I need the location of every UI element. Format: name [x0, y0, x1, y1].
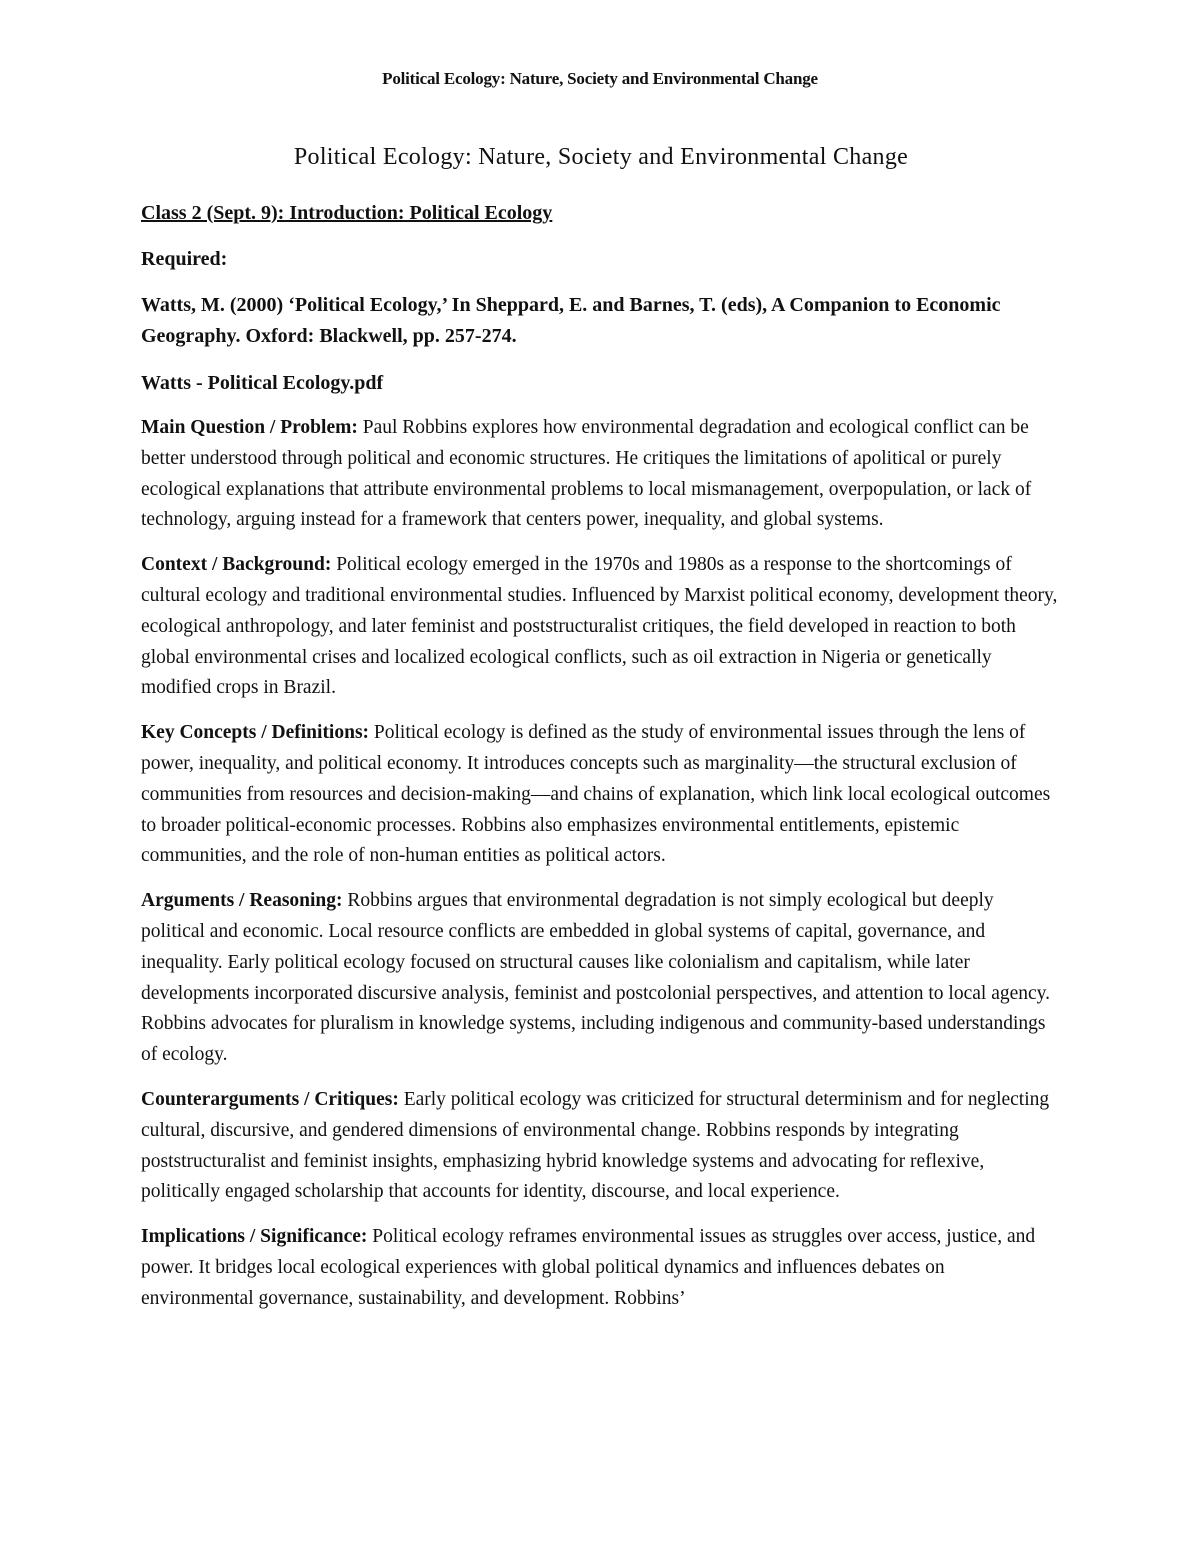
section-label: Counterarguments / Critiques: — [141, 1088, 399, 1110]
section-label: Arguments / Reasoning: — [141, 890, 343, 912]
document-body — [141, 138, 1061, 1329]
section-text: Early political ecology was criticized for structural determinism and for neglecting cultural, discursive, and gendered dimensions of environmental change. Robbins responds by integrating poststructuralist and feminist insights, emphasizing hybrid knowledge systems and advocating for reflexive, politically engaged scholarship that accounts for identity, discourse, and local experience. — [141, 1088, 1050, 1203]
section-text: Paul Robbins explores how environmental degradation and ecological conflict can be better understood through political and economic structures. He critiques the limitations of apolitical or purely ecological explanations that attribute environmental problems to local mismanagement, overpopulation, or lack of technology, arguing instead for a framework that centers power, inequality, and global systems. — [141, 417, 1032, 531]
section-context — [141, 550, 1061, 704]
section-main-question — [141, 413, 1061, 536]
running-header: Political Ecology: Nature, Society and Environmental Change — [382, 69, 818, 88]
section-text: Political ecology reframes environmental issues as struggles over access, justice, and power. It bridges local ecological experiences with global political dynamics and influences debates on environmental governance, sustainability, and development. Robbins’ — [141, 1226, 1036, 1309]
class-heading: Class 2 (Sept. 9): Introduction: Political Ecology — [141, 202, 553, 224]
section-label: Implications / Significance: — [141, 1226, 368, 1248]
section-key-concepts — [141, 718, 1061, 872]
document-title: Political Ecology: Nature, Society and Environmental Change — [293, 144, 909, 170]
required-label: Required: — [141, 248, 228, 270]
section-counterarguments — [141, 1085, 1061, 1208]
section-label: Main Question / Problem: — [141, 417, 358, 438]
citation: Watts, M. (2000) ‘Political Ecology,’ In Sheppard, E. and Barnes, T. (eds), A Companion to Economic Geography. Oxford: Blackwell, pp. 257-274. — [141, 294, 1001, 347]
section-implications — [141, 1222, 1061, 1314]
section-text: Robbins argues that environmental degradation is not simply ecological but deeply political and economic. Local resource conflicts are embedded in global systems of capital, governance, and inequality. Early political ecology focused on structural causes like colonialism and capitalism, while later developments incorporated discursive analysis, feminist and postcolonial perspectives, and attention to local agency. Robbins advocates for pluralism in knowledge systems, including indigenous and community-based understandings of ecology. — [141, 890, 1051, 1066]
section-text: Political ecology is defined as the study of environmental issues through the lens of power, inequality, and political economy. It introduces concepts such as marginality—the structural exclusion of communities from resources and decision-making—and chains of explanation, which link local ecological outcomes to broader political-economic processes. Robbins also emphasizes environmental entitlements, epistemic communities, and the role of non-human entities as political actors. — [141, 722, 1051, 867]
section-arguments — [141, 886, 1061, 1071]
section-text: Political ecology emerged in the 1970s and 1980s as a response to the shortcomings of cultural ecology and traditional environmental studies. Influenced by Marxist political economy, development theory, ecological anthropology, and later feminist and poststructuralist critiques, the field developed in reaction to both global environmental crises and localized ecological conflicts, such as oil extraction in Nigeria or genetically modified crops in Brazil. — [141, 554, 1058, 699]
section-label: Key Concepts / Definitions: — [141, 722, 370, 744]
section-label: Context / Background: — [141, 554, 332, 576]
pdf-link[interactable]: Watts - Political Ecology.pdf — [141, 372, 384, 394]
